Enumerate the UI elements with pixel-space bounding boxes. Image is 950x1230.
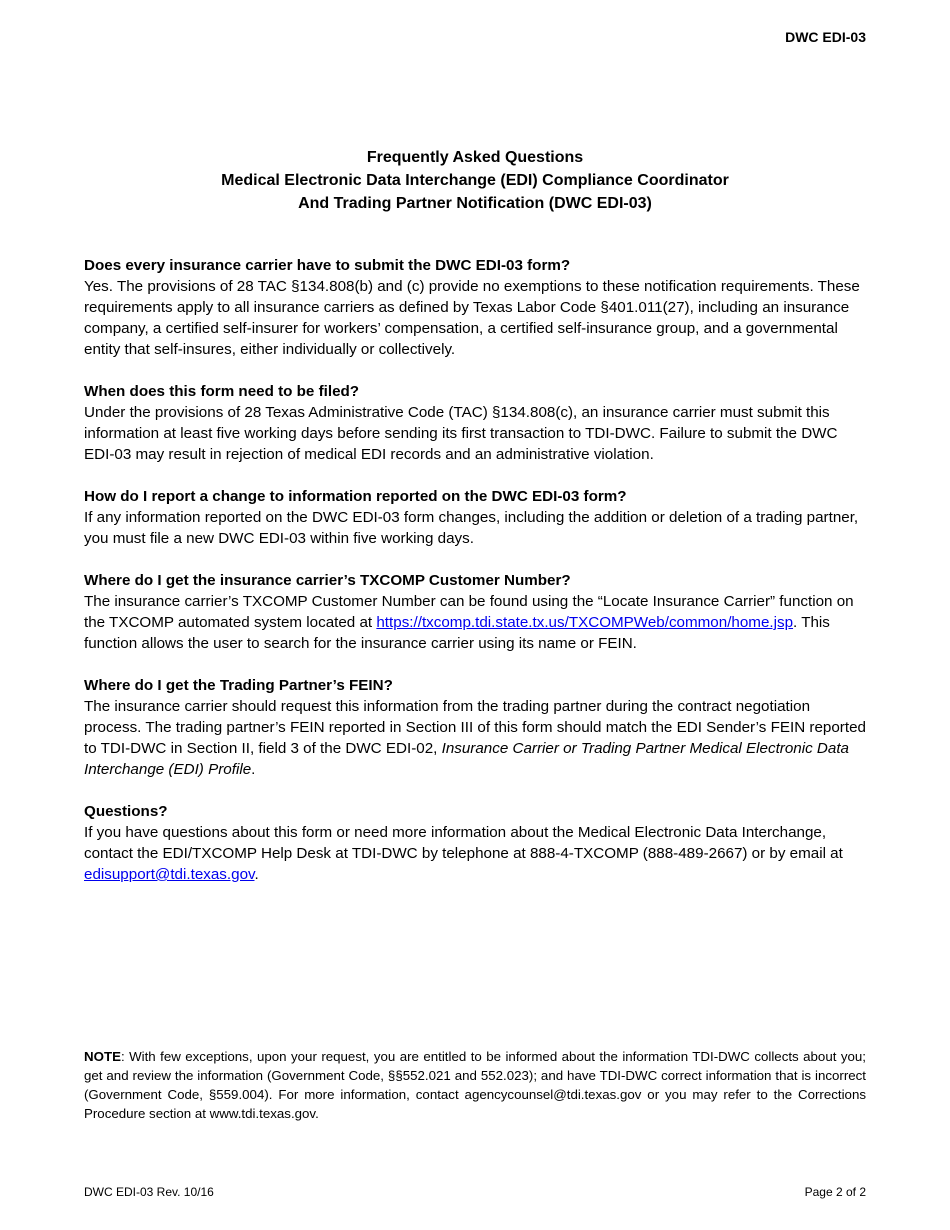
faq-answer <box>84 591 869 654</box>
faq-item-customer-number <box>84 570 869 654</box>
faq-answer <box>84 822 869 885</box>
faq-question: Questions? <box>84 803 168 820</box>
faq-item-report-change <box>84 486 869 549</box>
faq-answer-text: The insurance carrier’s TXCOMP Customer Number can be found using the “Locate Insurance Carrier” function on the TXCOMP automated system located at <box>84 593 854 631</box>
faq-answer-text: . This function allows the user to search for the insurance carrier using its name or FEIN. <box>84 614 830 652</box>
faq-answer-text: If you have questions about this form or need more information about the Medical Electronic Data Interchange, contact the EDI/TXCOMP Help Desk at TDI-DWC by telephone at 888-4-TXCOMP (888-489-2667) or by email at <box>84 824 843 862</box>
txcomp-link[interactable]: https://txcomp.tdi.state.tx.us/TXCOMPWeb/common/home.jsp <box>376 614 794 631</box>
faq-answer: Under the provisions of 28 Texas Administrative Code (TAC) §134.808(c), an insurance carrier must submit this information at least five working days before sending its first transaction to TDI-DWC. Failure to submit the DWC EDI-03 may result in rejection of medical EDI records and an administrative violation. <box>84 404 838 463</box>
faq-item-trading-partner-fein <box>84 675 869 780</box>
title-line-1: Frequently Asked Questions <box>366 149 584 166</box>
faq-answer-text: The insurance carrier should request this information from the trading partner during the contract negotiation process. The trading partner’s FEIN reported in Section III of this form should match the EDI Sender’s FEIN reported to TDI-DWC in Section II, field 3 of the DWC EDI-02, <box>84 698 866 757</box>
faq-answer-text: . <box>251 761 256 778</box>
page-title <box>0 146 950 215</box>
faq-answer-text: . <box>254 866 259 883</box>
form-id-header: DWC EDI-03 <box>785 29 866 45</box>
footer-revision: DWC EDI-03 Rev. 10/16 <box>84 1185 214 1199</box>
privacy-note <box>84 1047 866 1123</box>
faq-question: Does every insurance carrier have to submit the DWC EDI-03 form? <box>84 257 571 274</box>
title-line-3: And Trading Partner Notification (DWC EDI-03) <box>298 195 652 212</box>
title-line-2: Medical Electronic Data Interchange (EDI) Compliance Coordinator <box>221 172 729 189</box>
faq-question: When does this form need to be filed? <box>84 383 360 400</box>
faq-question: Where do I get the Trading Partner’s FEIN? <box>84 677 393 694</box>
note-text: : With few exceptions, upon your request, you are entitled to be informed about the information TDI-DWC collects about you; get and review the information (Government Code, §§552.021 and 552.023); and have TDI-DWC correct information that is incorrect (Government Code, §559.004). For more information, contact agencycounsel@tdi.texas.gov or you may refer to the Corrections Procedure section at www.tdi.texas.gov. <box>84 1049 866 1121</box>
faq-item-questions <box>84 801 869 885</box>
faq-item-filing-time <box>84 381 869 465</box>
faq-content <box>84 255 869 906</box>
faq-answer: If any information reported on the DWC EDI-03 form changes, including the addition or deletion of a trading partner, you must file a new DWC EDI-03 within five working days. <box>84 509 859 547</box>
faq-question: How do I report a change to information reported on the DWC EDI-03 form? <box>84 488 627 505</box>
edi-profile-title: Insurance Carrier or Trading Partner Medical Electronic Data Interchange (EDI) Profile <box>84 740 850 778</box>
footer-page-number: Page 2 of 2 <box>804 1185 866 1199</box>
faq-answer: Yes. The provisions of 28 TAC §134.808(b) and (c) provide no exemptions to these notification requirements. These requirements apply to all insurance carriers as defined by Texas Labor Code §401.011(27), including an insurance company, a certified self-insurer for workers’ compensation, a certified self-insurance group, and a governmental entity that self-insures, either individually or collectively. <box>84 278 860 358</box>
note-label: NOTE <box>84 1049 121 1064</box>
faq-item-submit-requirement <box>84 255 869 360</box>
edisupport-email-link[interactable]: edisupport@tdi.texas.gov <box>84 866 255 883</box>
faq-answer <box>84 696 869 780</box>
faq-question: Where do I get the insurance carrier’s TXCOMP Customer Number? <box>84 572 571 589</box>
